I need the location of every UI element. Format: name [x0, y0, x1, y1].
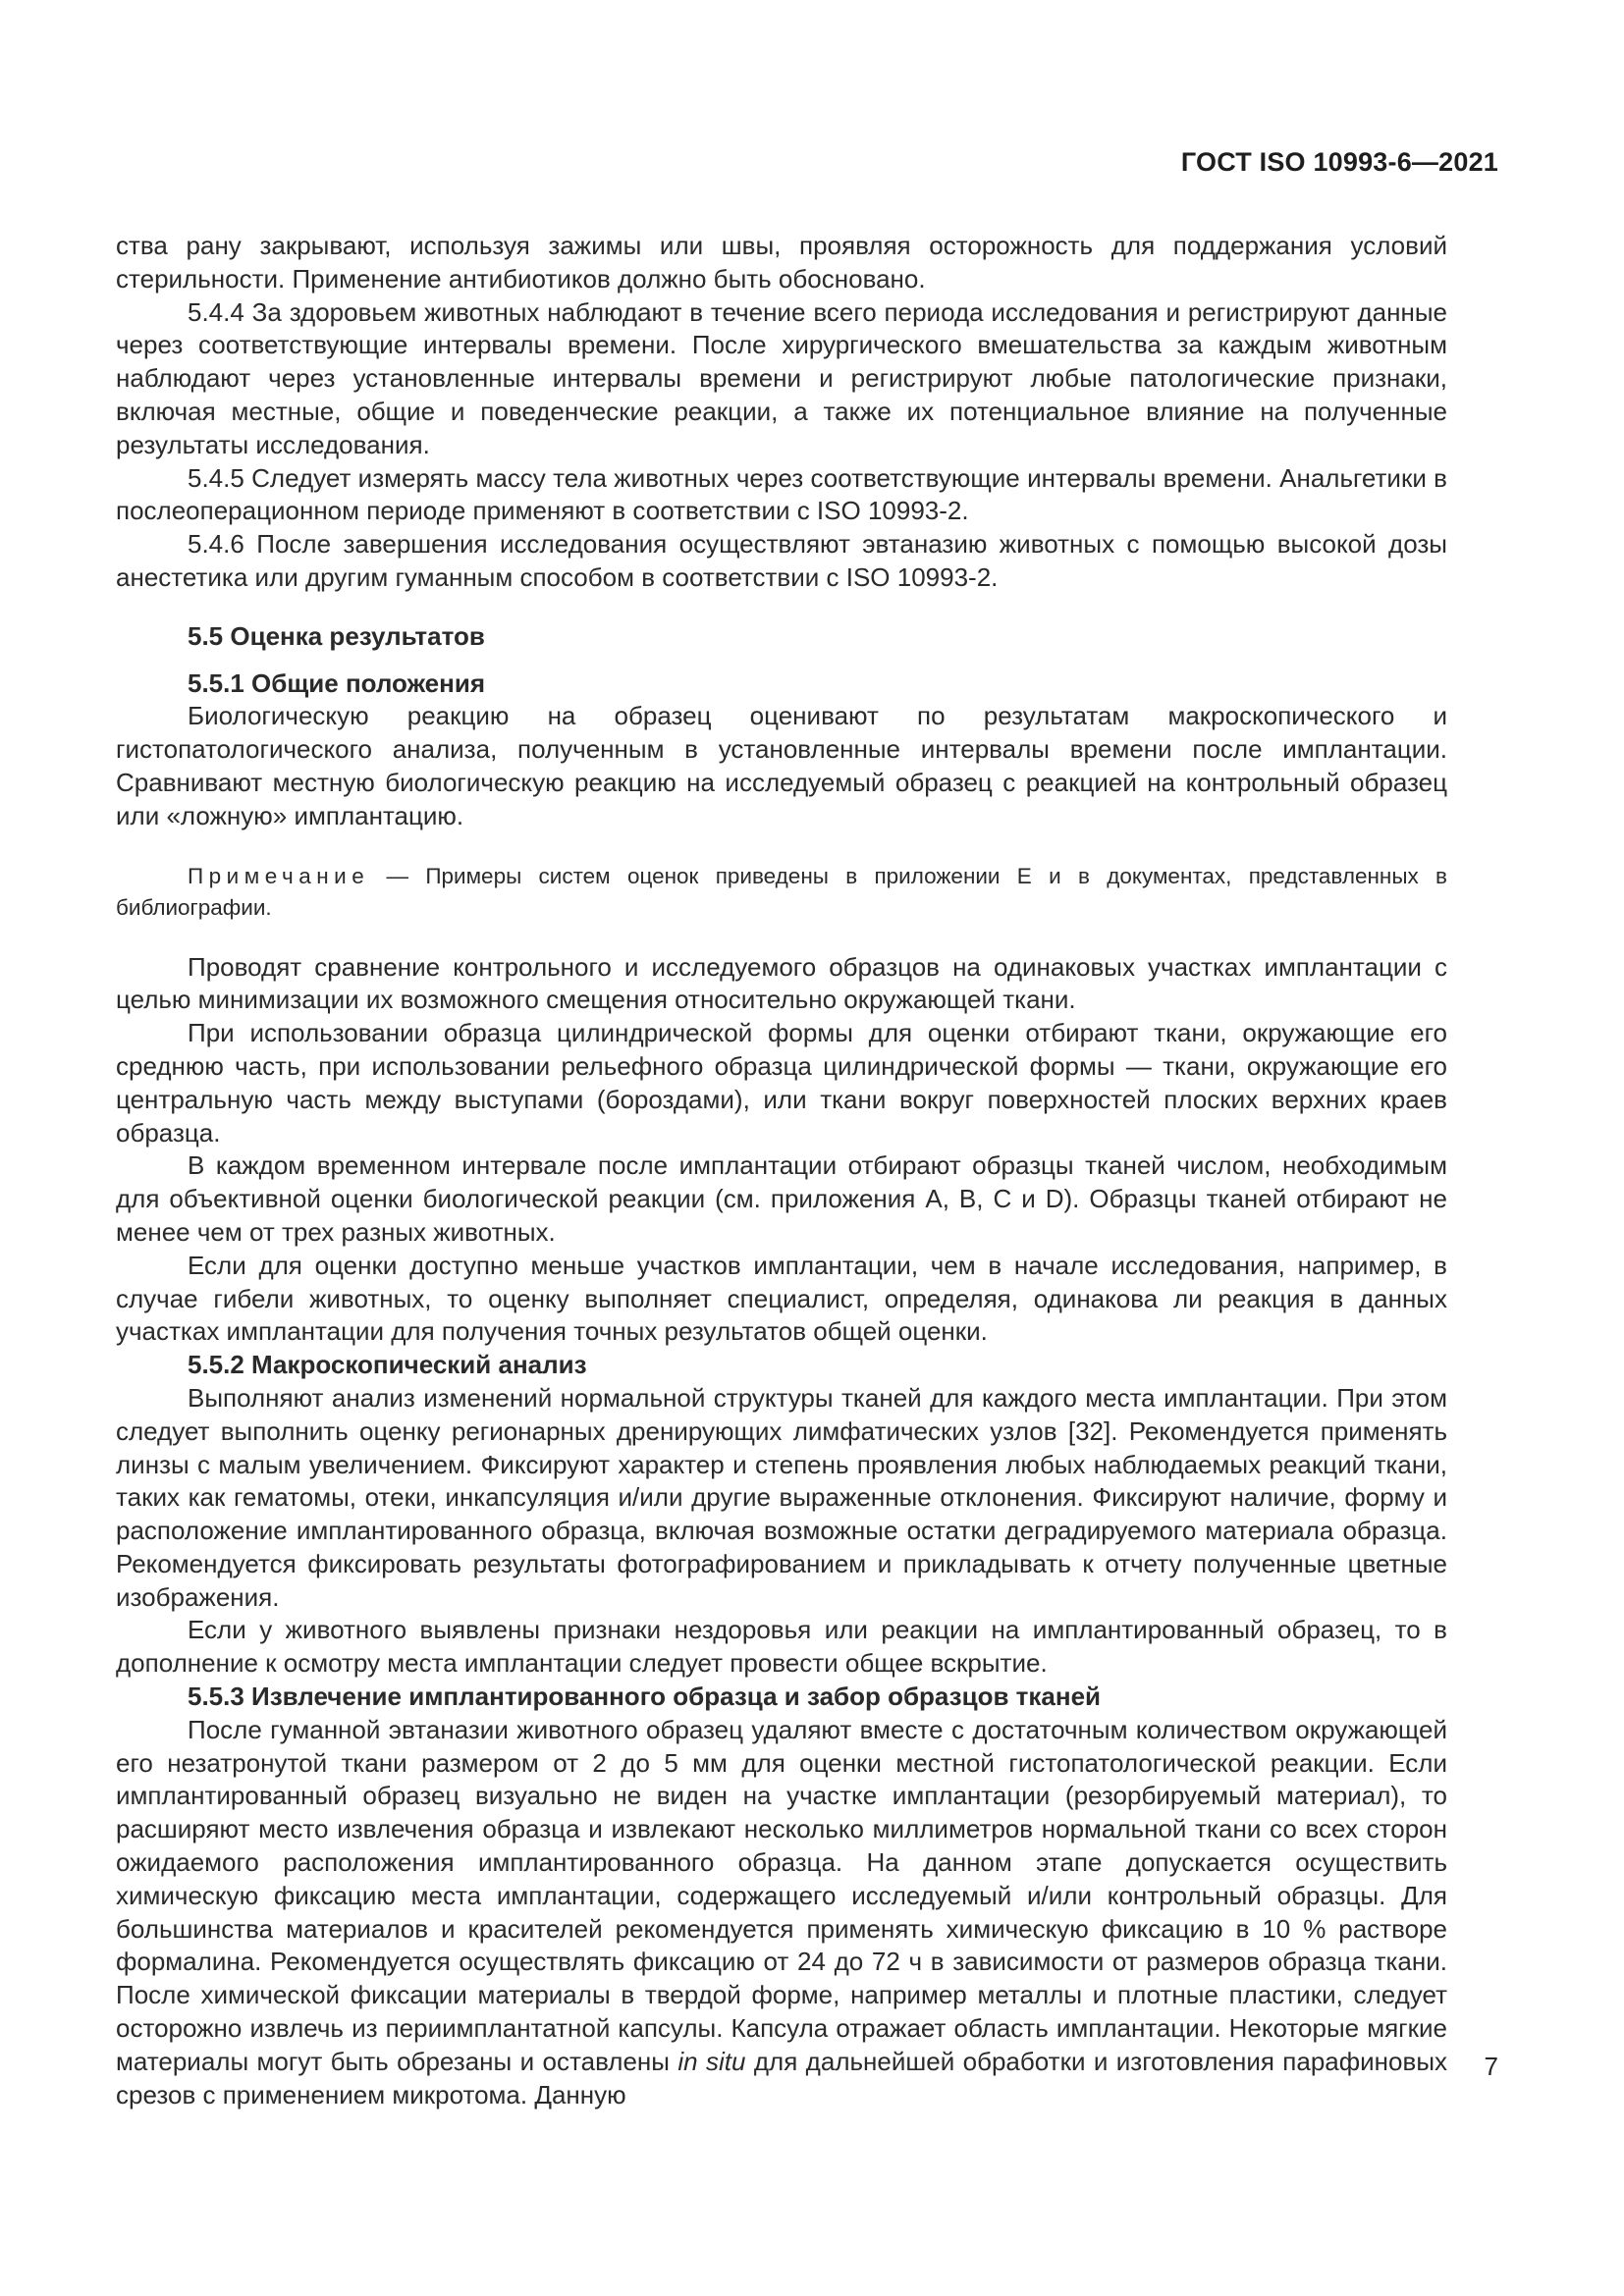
paragraph-cylindrical-sample: При использовании образца цилиндрической формы для оценки отбирают ткани, окружающие его среднюю часть, при использовании рельефного образца цилиндрической формы — ткани, окружающие его центральную часть между выступами (бороздами), или ткани вокруг поверхностей плоских верхних краев образца.: [116, 1018, 1447, 1148]
paragraph-text-part: для дальнейшей обработки и изготовления парафиновых срезов с применением микротома. Данную: [116, 2046, 1448, 2109]
section-heading-5-5: 5.5 Оценка результатов: [188, 620, 485, 651]
paragraph-comparison: Проводят сравнение контрольного и исследуемого образцов на одинаковых участках имплантации с целью минимизации их возможного смещения относительно окружающей ткани.: [116, 951, 1447, 1015]
paragraph-5-4-5: 5.4.5 Следует измерять массу тела животных через соответствующие интервалы времени. Анальгетики в послеоперационном периоде применяют в соответствии с ISO 10993-2.: [116, 462, 1447, 526]
document-body: [116, 230, 1447, 2111]
paragraph-necropsy: Если у животного выявлены признаки нездоровья или реакции на имплантированный образец, то в дополнение к осмотру места имплантации следует провести общее вскрытие.: [116, 1615, 1447, 1679]
note-block: [116, 861, 1447, 924]
note-text: — Примеры систем оценок приведены в приложении Е и в документах, представленных в библиографии.: [116, 863, 1447, 920]
subsection-heading-5-5-1: 5.5.1 Общие положения: [188, 667, 485, 698]
paragraph-continuation: ства рану закрывают, используя зажимы или швы, проявляя осторожность для поддержания условий стерильности. Применение антибиотиков должно быть обосновано.: [116, 231, 1447, 294]
page-number: 7: [1484, 2052, 1498, 2081]
note-label: Примечание: [188, 863, 370, 888]
subsection-heading-5-5-3: 5.5.3 Извлечение имплантированного образца и забор образцов тканей: [188, 1682, 1102, 1712]
paragraph-time-interval: В каждом временном интервале после имплантации отбирают образцы тканей числом, необходимым для объективной оценки биологической реакции (см. приложения А, В, С и D). Образцы тканей отбирают не менее чем от трех разных животных.: [116, 1150, 1447, 1247]
document-code-header: ГОСТ ISO 10993-6—2021: [1180, 147, 1498, 177]
paragraph-sample-extraction: [116, 1714, 1447, 2112]
italic-term: in situ: [677, 2046, 746, 2076]
subsection-heading-5-5-2: 5.5.2 Макроскопический анализ: [188, 1350, 587, 1380]
paragraph-5-4-4: 5.4.4 За здоровьем животных наблюдают в течение всего периода исследования и регистрируют данные через соответствующие интервалы времени. После хирургического вмешательства за каждым животным наблюдают через установленные интервалы времени и регистрируют любые патологические признаки, включая местные, общие и поведенческие реакции, а также их потенциальное влияние на полученные результаты исследования.: [116, 296, 1447, 459]
paragraph-general-provisions: Биологическую реакцию на образец оценивают по результатам макроскопического и гистопатологического анализа, полученным в установленные интервалы времени после имплантации. Сравнивают местную биологическую реакцию на исследуемый образец с реакцией на контрольный образец или «ложную» имплантацию.: [116, 701, 1447, 830]
paragraph-5-4-6: 5.4.6 После завершения исследования осуществляют эвтаназию животных с помощью высокой дозы анестетика или другим гуманным способом в соответствии с ISO 10993-2.: [116, 529, 1447, 592]
paragraph-macroscopic-analysis: Выполняют анализ изменений нормальной структуры тканей для каждого места имплантации. При этом следует выполнить оценку регионарных дренирующих лимфатических узлов [32]. Рекомендуется применять линзы с малым увеличением. Фиксируют характер и степень проявления любых наблюдаемых реакций ткани, таких как гематомы, отеки, инкапсуляция и/или другие выраженные отклонения. Фиксируют наличие, форму и расположение имплантированного образца, включая возможные остатки деградируемого материала образца. Рекомендуется фиксировать результаты фотографированием и прикладывать к отчету полученные цветные изображения.: [116, 1382, 1447, 1612]
paragraph-text-part: После гуманной эвтаназии животного образец удаляют вместе с достаточным количеством окружающей его незатронутой ткани размером от 2 до 5 мм для оценки местной гистопатологической реакции. Если имплантированный образец визуально не виден на участке имплантации (резорбируемый материал), то расширяют место извлечения образца и извлекают несколько миллиметров нормальной ткани со всех сторон ожидаемого расположения имплантированного образца. На данном этапе допускается осуществить химическую фиксацию места имплантации, содержащего исследуемый и/или контрольный образцы. Для большинства материалов и красителей рекомендуется применять химическую фиксацию в 10 % растворе формалина. Рекомендуется осуществлять фиксацию от 24 до 72 ч в зависимости от размеров образца ткани. После химической фиксации материалы в твердой форме, например металлы и плотные пластики, следует осторожно извлечь из периимплантатной капсулы. Капсула отражает область имплантации. Некоторые мягкие материалы могут быть обрезаны и оставлены: [116, 1714, 1447, 2076]
paragraph-fewer-sites: Если для оценки доступно меньше участков имплантации, чем в начале исследования, например, в случае гибели животных, то оценку выполняет специалист, определяя, одинакова ли реакция в данных участках имплантации для получения точных результатов общей оценки.: [116, 1250, 1447, 1347]
